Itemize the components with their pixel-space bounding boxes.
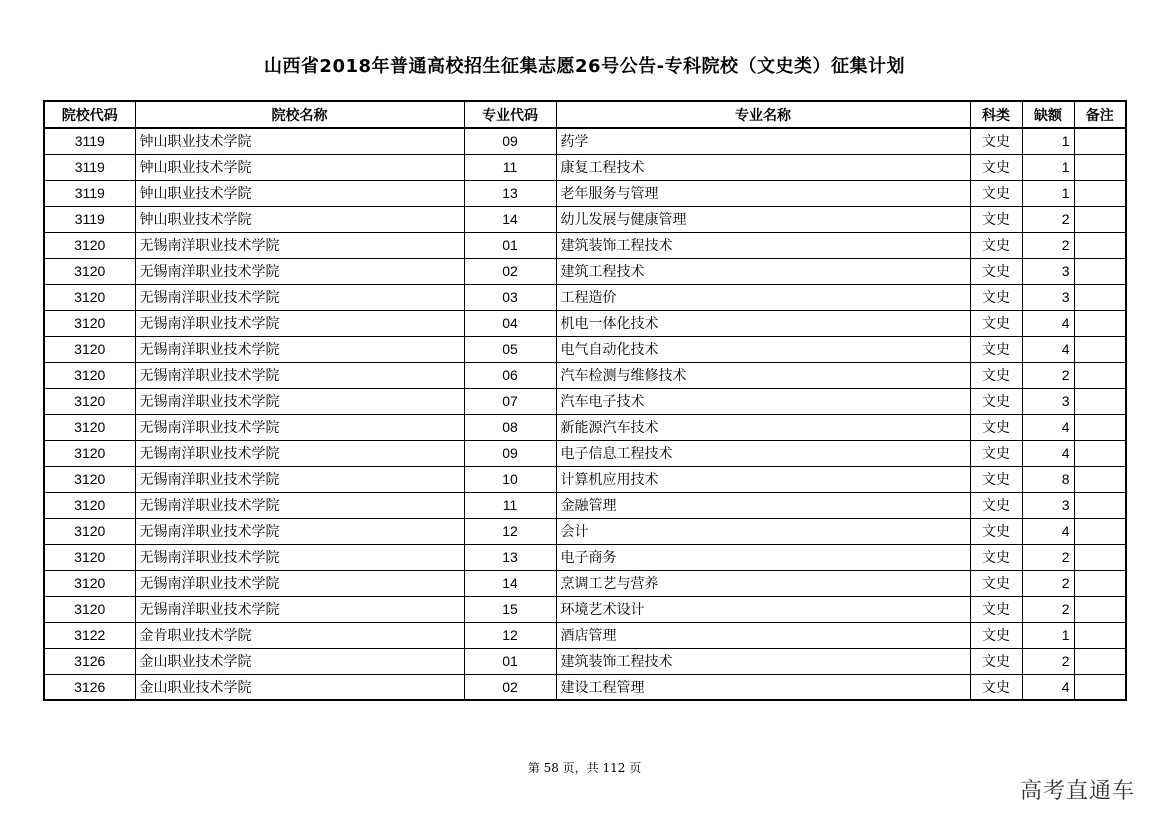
category-cell: 文史: [970, 388, 1022, 414]
major-code-cell: 05: [464, 336, 556, 362]
category-cell: 文史: [970, 518, 1022, 544]
note-cell: [1074, 648, 1126, 674]
category-cell: 文史: [970, 284, 1022, 310]
table-row: [44, 570, 1126, 596]
major-code-cell: 14: [464, 206, 556, 232]
table-row: [44, 674, 1126, 700]
school-name-cell: 无锡南洋职业技术学院: [135, 440, 464, 466]
major-code-cell: 02: [464, 674, 556, 700]
school-name-cell: 无锡南洋职业技术学院: [135, 518, 464, 544]
major-name-cell: 工程造价: [556, 284, 970, 310]
table-row: [44, 622, 1126, 648]
major-code-cell: 09: [464, 128, 556, 154]
major-code-cell: 15: [464, 596, 556, 622]
note-cell: [1074, 232, 1126, 258]
major-name-cell: 建设工程管理: [556, 674, 970, 700]
note-cell: [1074, 518, 1126, 544]
table-row: [44, 180, 1126, 206]
school-name-cell: 无锡南洋职业技术学院: [135, 596, 464, 622]
school-code-cell: 3120: [44, 570, 135, 596]
school-name-cell: 无锡南洋职业技术学院: [135, 388, 464, 414]
category-cell: 文史: [970, 440, 1022, 466]
quota-cell: 1: [1022, 622, 1074, 648]
major-code-cell: 11: [464, 492, 556, 518]
school-code-cell: 3119: [44, 206, 135, 232]
school-name-cell: 无锡南洋职业技术学院: [135, 362, 464, 388]
major-name-cell: 机电一体化技术: [556, 310, 970, 336]
major-code-cell: 10: [464, 466, 556, 492]
table-row: [44, 362, 1126, 388]
page-footer: 第 58 页，共 112 页: [527, 761, 642, 775]
category-cell: 文史: [970, 648, 1022, 674]
quota-cell: 3: [1022, 388, 1074, 414]
school-name-cell: 无锡南洋职业技术学院: [135, 570, 464, 596]
school-code-cell: 3120: [44, 544, 135, 570]
category-cell: 文史: [970, 674, 1022, 700]
school-name-cell: 钟山职业技术学院: [135, 206, 464, 232]
note-cell: [1074, 154, 1126, 180]
quota-cell: 4: [1022, 414, 1074, 440]
category-cell: 文史: [970, 544, 1022, 570]
major-name-cell: 环境艺术设计: [556, 596, 970, 622]
table-row: [44, 596, 1126, 622]
school-code-cell: 3120: [44, 258, 135, 284]
note-cell: [1074, 258, 1126, 284]
school-name-cell: 钟山职业技术学院: [135, 180, 464, 206]
category-cell: 文史: [970, 180, 1022, 206]
quota-cell: 1: [1022, 128, 1074, 154]
quota-cell: 2: [1022, 206, 1074, 232]
school-code-cell: 3120: [44, 310, 135, 336]
header-school-name: 院校名称: [135, 101, 464, 128]
table-row: [44, 310, 1126, 336]
quota-cell: 8: [1022, 466, 1074, 492]
major-name-cell: 酒店管理: [556, 622, 970, 648]
note-cell: [1074, 362, 1126, 388]
quota-cell: 4: [1022, 310, 1074, 336]
table-header-row: [44, 101, 1126, 128]
school-code-cell: 3120: [44, 440, 135, 466]
major-code-cell: 14: [464, 570, 556, 596]
school-name-cell: 无锡南洋职业技术学院: [135, 466, 464, 492]
note-cell: [1074, 544, 1126, 570]
table-row: [44, 440, 1126, 466]
major-code-cell: 08: [464, 414, 556, 440]
school-code-cell: 3120: [44, 466, 135, 492]
major-name-cell: 会计: [556, 518, 970, 544]
note-cell: [1074, 388, 1126, 414]
school-name-cell: 无锡南洋职业技术学院: [135, 492, 464, 518]
major-name-cell: 建筑装饰工程技术: [556, 648, 970, 674]
category-cell: 文史: [970, 206, 1022, 232]
table-row: [44, 284, 1126, 310]
school-name-cell: 无锡南洋职业技术学院: [135, 310, 464, 336]
school-code-cell: 3120: [44, 362, 135, 388]
category-cell: 文史: [970, 414, 1022, 440]
quota-cell: 4: [1022, 440, 1074, 466]
category-cell: 文史: [970, 492, 1022, 518]
school-code-cell: 3119: [44, 180, 135, 206]
table-body: [44, 128, 1126, 700]
enrollment-plan-table: [43, 100, 1127, 701]
quota-cell: 1: [1022, 180, 1074, 206]
header-major-name: 专业名称: [556, 101, 970, 128]
major-name-cell: 新能源汽车技术: [556, 414, 970, 440]
table-row: [44, 154, 1126, 180]
note-cell: [1074, 596, 1126, 622]
table-row: [44, 518, 1126, 544]
major-name-cell: 建筑装饰工程技术: [556, 232, 970, 258]
category-cell: 文史: [970, 570, 1022, 596]
note-cell: [1074, 622, 1126, 648]
major-code-cell: 13: [464, 544, 556, 570]
category-cell: 文史: [970, 336, 1022, 362]
school-code-cell: 3120: [44, 232, 135, 258]
school-code-cell: 3126: [44, 648, 135, 674]
table-row: [44, 206, 1126, 232]
note-cell: [1074, 466, 1126, 492]
school-code-cell: 3120: [44, 388, 135, 414]
header-quota: 缺额: [1022, 101, 1074, 128]
category-cell: 文史: [970, 622, 1022, 648]
major-code-cell: 04: [464, 310, 556, 336]
category-cell: 文史: [970, 466, 1022, 492]
note-cell: [1074, 310, 1126, 336]
quota-cell: 3: [1022, 492, 1074, 518]
school-name-cell: 金山职业技术学院: [135, 648, 464, 674]
quota-cell: 3: [1022, 284, 1074, 310]
major-name-cell: 电气自动化技术: [556, 336, 970, 362]
school-name-cell: 无锡南洋职业技术学院: [135, 544, 464, 570]
category-cell: 文史: [970, 310, 1022, 336]
header-major-code: 专业代码: [464, 101, 556, 128]
header-school-code: 院校代码: [44, 101, 135, 128]
quota-cell: 2: [1022, 648, 1074, 674]
note-cell: [1074, 674, 1126, 700]
school-code-cell: 3119: [44, 128, 135, 154]
school-code-cell: 3122: [44, 622, 135, 648]
major-code-cell: 07: [464, 388, 556, 414]
school-name-cell: 金山职业技术学院: [135, 674, 464, 700]
note-cell: [1074, 440, 1126, 466]
note-cell: [1074, 284, 1126, 310]
quota-cell: 1: [1022, 154, 1074, 180]
quota-cell: 3: [1022, 258, 1074, 284]
quota-cell: 2: [1022, 544, 1074, 570]
school-name-cell: 无锡南洋职业技术学院: [135, 232, 464, 258]
note-cell: [1074, 492, 1126, 518]
table-row: [44, 492, 1126, 518]
major-code-cell: 06: [464, 362, 556, 388]
major-name-cell: 幼儿发展与健康管理: [556, 206, 970, 232]
school-name-cell: 钟山职业技术学院: [135, 154, 464, 180]
major-name-cell: 电子商务: [556, 544, 970, 570]
header-category: 科类: [970, 101, 1022, 128]
major-name-cell: 电子信息工程技术: [556, 440, 970, 466]
category-cell: 文史: [970, 362, 1022, 388]
table-row: [44, 648, 1126, 674]
note-cell: [1074, 128, 1126, 154]
quota-cell: 4: [1022, 674, 1074, 700]
major-code-cell: 11: [464, 154, 556, 180]
table-row: [44, 232, 1126, 258]
major-name-cell: 汽车检测与维修技术: [556, 362, 970, 388]
note-cell: [1074, 336, 1126, 362]
quota-cell: 2: [1022, 362, 1074, 388]
category-cell: 文史: [970, 154, 1022, 180]
school-code-cell: 3120: [44, 414, 135, 440]
major-name-cell: 药学: [556, 128, 970, 154]
note-cell: [1074, 180, 1126, 206]
major-code-cell: 02: [464, 258, 556, 284]
major-name-cell: 计算机应用技术: [556, 466, 970, 492]
school-name-cell: 金肯职业技术学院: [135, 622, 464, 648]
major-code-cell: 01: [464, 648, 556, 674]
quota-cell: 2: [1022, 232, 1074, 258]
school-code-cell: 3119: [44, 154, 135, 180]
table-row: [44, 336, 1126, 362]
note-cell: [1074, 206, 1126, 232]
major-name-cell: 康复工程技术: [556, 154, 970, 180]
table-row: [44, 128, 1126, 154]
school-name-cell: 无锡南洋职业技术学院: [135, 336, 464, 362]
school-name-cell: 无锡南洋职业技术学院: [135, 258, 464, 284]
header-note: 备注: [1074, 101, 1126, 128]
major-name-cell: 汽车电子技术: [556, 388, 970, 414]
school-code-cell: 3120: [44, 284, 135, 310]
school-code-cell: 3120: [44, 596, 135, 622]
school-code-cell: 3120: [44, 492, 135, 518]
category-cell: 文史: [970, 232, 1022, 258]
category-cell: 文史: [970, 128, 1022, 154]
note-cell: [1074, 570, 1126, 596]
major-code-cell: 12: [464, 622, 556, 648]
school-code-cell: 3120: [44, 336, 135, 362]
major-code-cell: 09: [464, 440, 556, 466]
page-title: 山西省2018年普通高校招生征集志愿26号公告-专科院校（文史类）征集计划: [263, 56, 906, 77]
major-code-cell: 12: [464, 518, 556, 544]
table-row: [44, 388, 1126, 414]
category-cell: 文史: [970, 596, 1022, 622]
school-name-cell: 无锡南洋职业技术学院: [135, 414, 464, 440]
category-cell: 文史: [970, 258, 1022, 284]
major-name-cell: 老年服务与管理: [556, 180, 970, 206]
table-row: [44, 466, 1126, 492]
major-code-cell: 13: [464, 180, 556, 206]
table-row: [44, 258, 1126, 284]
school-name-cell: 无锡南洋职业技术学院: [135, 284, 464, 310]
quota-cell: 2: [1022, 596, 1074, 622]
note-cell: [1074, 414, 1126, 440]
major-name-cell: 烹调工艺与营养: [556, 570, 970, 596]
quota-cell: 4: [1022, 518, 1074, 544]
table-row: [44, 414, 1126, 440]
watermark-logo: 高考直通车: [1020, 779, 1136, 804]
quota-cell: 2: [1022, 570, 1074, 596]
school-name-cell: 钟山职业技术学院: [135, 128, 464, 154]
major-name-cell: 金融管理: [556, 492, 970, 518]
school-code-cell: 3126: [44, 674, 135, 700]
major-code-cell: 03: [464, 284, 556, 310]
school-code-cell: 3120: [44, 518, 135, 544]
major-code-cell: 01: [464, 232, 556, 258]
major-name-cell: 建筑工程技术: [556, 258, 970, 284]
table-row: [44, 544, 1126, 570]
quota-cell: 4: [1022, 336, 1074, 362]
